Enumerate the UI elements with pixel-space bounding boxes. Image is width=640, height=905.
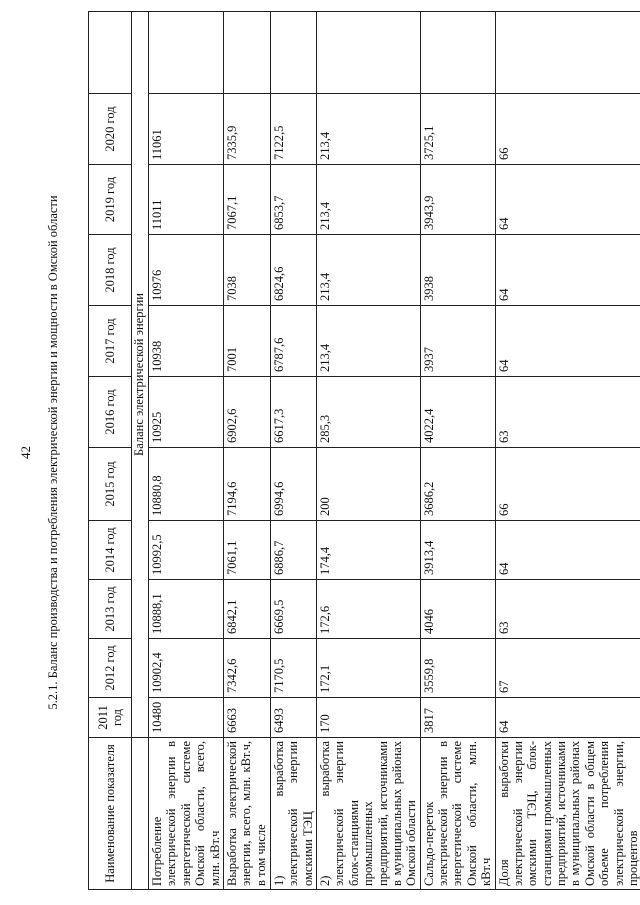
cell-value: 10888,1: [149, 580, 224, 639]
table-row: [317, 12, 421, 890]
cell-value: 3938: [420, 235, 495, 306]
cell-value: 170: [317, 698, 421, 738]
cell-value: 213,4: [317, 94, 421, 165]
row-name: Потребление электрической энергии в энергетической системе Омской области, всего, млн. кВт.ч: [149, 738, 224, 890]
cell-value: 7061,1: [223, 521, 270, 580]
header-name: Наименование показателя: [89, 738, 132, 890]
header-year: 2016 год: [89, 377, 132, 448]
header-year: 2011 год: [89, 698, 132, 738]
header-year: 2014 год: [89, 521, 132, 580]
cell-value: 6493: [270, 698, 316, 738]
cell-value: 64: [495, 165, 640, 235]
cell-value: 6886,7: [270, 521, 316, 580]
row-name: Выработка электрической энергии, всего, млн. кВт.ч, в том числе: [223, 738, 270, 890]
cell-value: 10976: [149, 235, 224, 306]
cell-value: 6669,5: [270, 580, 316, 639]
cell-value: 7335,9: [223, 94, 270, 165]
cell-value: 4046: [420, 580, 495, 639]
cell-value: 10938: [149, 306, 224, 377]
page-number: 42: [18, 446, 33, 459]
cell-value: 6853,7: [270, 165, 316, 235]
cell-value: 6994,6: [270, 448, 316, 521]
cell-value: 64: [495, 306, 640, 377]
cell-empty: [270, 12, 316, 94]
row-name: Доля выработки электрической энергии омскими ТЭЦ, блок-станциями промышленных предприятий, источниками в муниципальных районах Омской области в общем объеме потребления электрической энергии, процентов: [495, 738, 640, 890]
cell-value: 200: [317, 448, 421, 521]
row-name: Сальдо-переток электрической энергии в энергетической системе Омской области, млн. кВт.ч: [420, 738, 495, 890]
cell-empty: [149, 12, 224, 94]
section-row: [132, 12, 149, 890]
header-year: 2015 год: [89, 448, 132, 521]
header-year: 2012 год: [89, 639, 132, 698]
section-empty-cell: [132, 738, 149, 890]
cell-value: 10902,4: [149, 639, 224, 698]
cell-value: 174,4: [317, 521, 421, 580]
cell-value: 3725,1: [420, 94, 495, 165]
cell-value: 66: [495, 448, 640, 521]
cell-value: 64: [495, 521, 640, 580]
header-empty-cell: [89, 12, 132, 94]
cell-value: 4022,4: [420, 377, 495, 448]
cell-value: 6824,6: [270, 235, 316, 306]
cell-value: 3686,2: [420, 448, 495, 521]
cell-value: 64: [495, 235, 640, 306]
cell-value: 7194,6: [223, 448, 270, 521]
cell-value: 7001: [223, 306, 270, 377]
cell-value: 10992,5: [149, 521, 224, 580]
cell-value: 10880,8: [149, 448, 224, 521]
cell-value: 3559,8: [420, 639, 495, 698]
cell-empty: [317, 12, 421, 94]
cell-value: 10480: [149, 698, 224, 738]
cell-value: 64: [495, 698, 640, 738]
cell-empty: [495, 12, 640, 94]
cell-value: 7038: [223, 235, 270, 306]
table-row: [223, 12, 270, 890]
cell-value: 172,6: [317, 580, 421, 639]
cell-value: 11011: [149, 165, 224, 235]
row-name: 1) выработка электрической энергии омскими ТЭЦ: [270, 738, 316, 890]
table-row: [149, 12, 224, 890]
cell-value: 213,4: [317, 165, 421, 235]
cell-value: 6617,3: [270, 377, 316, 448]
cell-value: 10925: [149, 377, 224, 448]
cell-empty: [223, 12, 270, 94]
table-row: [270, 12, 316, 890]
cell-value: 6663: [223, 698, 270, 738]
table-row: [495, 12, 640, 890]
cell-value: 213,4: [317, 235, 421, 306]
cell-value: 7122,5: [270, 94, 316, 165]
table-header-row: [89, 12, 132, 890]
cell-value: 66: [495, 94, 640, 165]
row-name: 2) выработка электрической энергии блок-станциями промышленных предприятий, источниками в муниципальных районах Омской области: [317, 738, 421, 890]
cell-value: 6902,6: [223, 377, 270, 448]
cell-value: 172,1: [317, 639, 421, 698]
cell-value: 6787,6: [270, 306, 316, 377]
cell-value: 213,4: [317, 306, 421, 377]
cell-value: 11061: [149, 94, 224, 165]
table-row: [420, 12, 495, 890]
cell-value: 7067,1: [223, 165, 270, 235]
cell-value: 67: [495, 639, 640, 698]
header-year: 2013 год: [89, 580, 132, 639]
section-label: Баланс электрической энергии: [132, 12, 149, 738]
cell-value: 3817: [420, 698, 495, 738]
header-year: 2018 год: [89, 235, 132, 306]
table-title: 5.2.1. Баланс производства и потребления электрической энергии и мощности в Омской области: [46, 195, 60, 710]
cell-value: 7342,6: [223, 639, 270, 698]
header-year: 2019 год: [89, 165, 132, 235]
cell-value: 3913,4: [420, 521, 495, 580]
cell-value: 63: [495, 580, 640, 639]
cell-value: 285,3: [317, 377, 421, 448]
cell-value: 63: [495, 377, 640, 448]
cell-value: 6842,1: [223, 580, 270, 639]
cell-value: 3937: [420, 306, 495, 377]
cell-value: 3943,9: [420, 165, 495, 235]
header-year: 2020 год: [89, 94, 132, 165]
cell-empty: [420, 12, 495, 94]
balance-table: [88, 11, 640, 890]
cell-value: 7170,5: [270, 639, 316, 698]
header-year: 2017 год: [89, 306, 132, 377]
